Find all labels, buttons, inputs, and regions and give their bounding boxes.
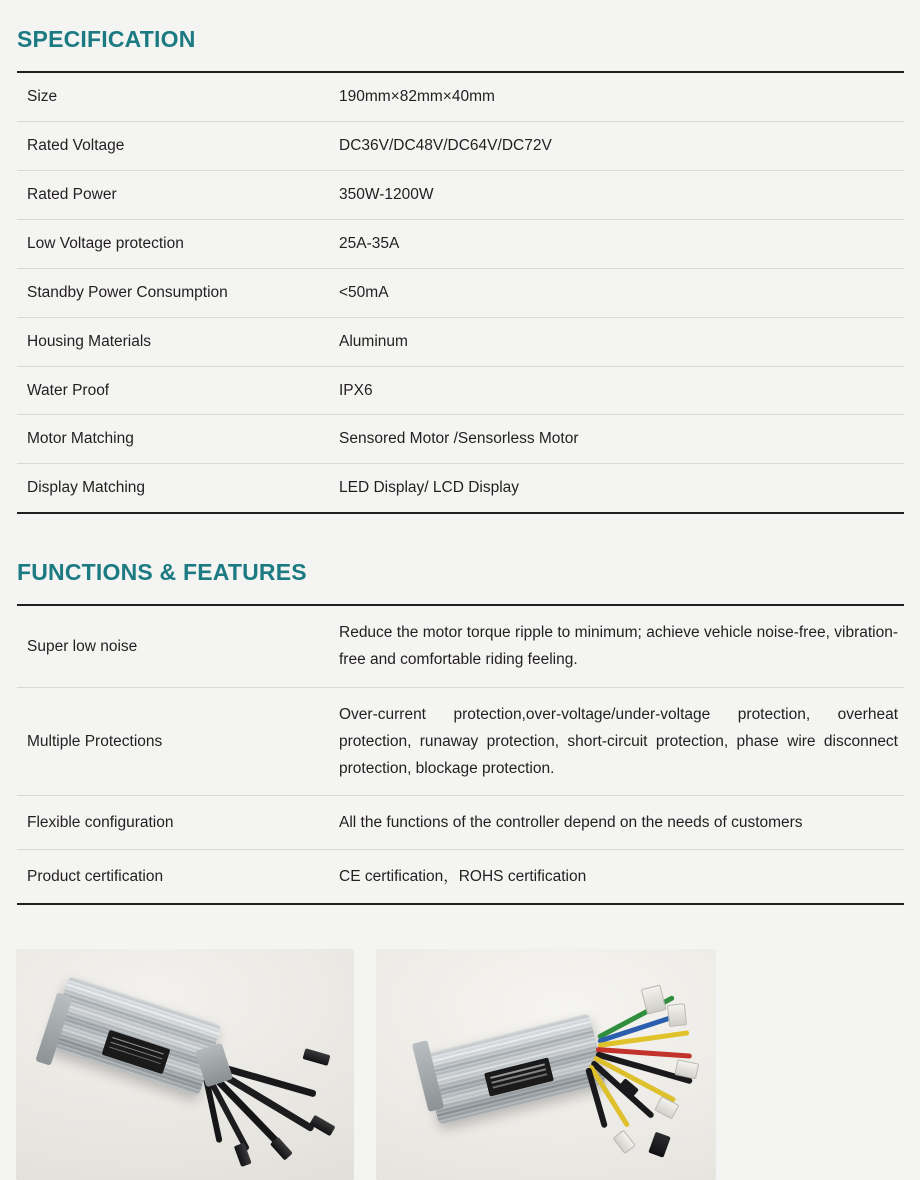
page-title: SPECIFICATION [17, 26, 196, 52]
spec-value: <50mA [335, 268, 904, 317]
specification-table [17, 73, 904, 514]
spec-value: LED Display/ LCD Display [335, 464, 904, 513]
feature-value: Over-current protection,over-voltage/under-voltage protection, overheat protection, runaway protection, short-circuit protection, phase wire disconnect protection, blockage protection. [335, 687, 904, 795]
spec-key: Display Matching [17, 464, 335, 513]
spec-value: IPX6 [335, 366, 904, 415]
features-table [17, 606, 904, 905]
spec-value: DC36V/DC48V/DC64V/DC72V [335, 121, 904, 170]
controller-photo-right [376, 949, 716, 1180]
features-title: FUNCTIONS & FEATURES [17, 559, 307, 586]
spec-key: Standby Power Consumption [17, 268, 335, 317]
specification-section [16, 0, 904, 514]
table-row [17, 850, 904, 905]
product-photo-gallery [16, 905, 904, 1180]
spec-key: Low Voltage protection [17, 219, 335, 268]
table-row [17, 317, 904, 366]
spec-value: Aluminum [335, 317, 904, 366]
spec-key: Motor Matching [17, 415, 335, 464]
controller-photo-left [16, 949, 354, 1180]
spec-key: Housing Materials [17, 317, 335, 366]
feature-value: All the functions of the controller depend on the needs of customers [335, 795, 904, 849]
spec-key: Water Proof [17, 366, 335, 415]
feature-key: Flexible configuration [17, 795, 335, 849]
wire-connector-white [667, 1003, 687, 1027]
table-row [17, 170, 904, 219]
feature-key: Product certification [17, 850, 335, 905]
spec-key: Rated Power [17, 170, 335, 219]
feature-key: Multiple Protections [17, 687, 335, 795]
spec-value: 25A-35A [335, 219, 904, 268]
spec-key: Rated Voltage [17, 121, 335, 170]
spec-value: 350W-1200W [335, 170, 904, 219]
table-row [17, 795, 904, 849]
spec-key: Size [17, 73, 335, 121]
spec-value: Sensored Motor /Sensorless Motor [335, 415, 904, 464]
feature-key: Super low noise [17, 606, 335, 687]
table-row [17, 464, 904, 513]
table-row [17, 415, 904, 464]
features-section [16, 514, 904, 905]
table-row [17, 366, 904, 415]
spec-value: 190mm×82mm×40mm [335, 73, 904, 121]
table-row [17, 73, 904, 121]
feature-value: CE certification，ROHS certification [335, 850, 904, 905]
table-row [17, 687, 904, 795]
feature-value: Reduce the motor torque ripple to minimum; achieve vehicle noise-free, vibration-free and comfortable riding feeling. [335, 606, 904, 687]
table-row [17, 121, 904, 170]
table-row [17, 219, 904, 268]
table-row [17, 268, 904, 317]
table-row [17, 606, 904, 687]
